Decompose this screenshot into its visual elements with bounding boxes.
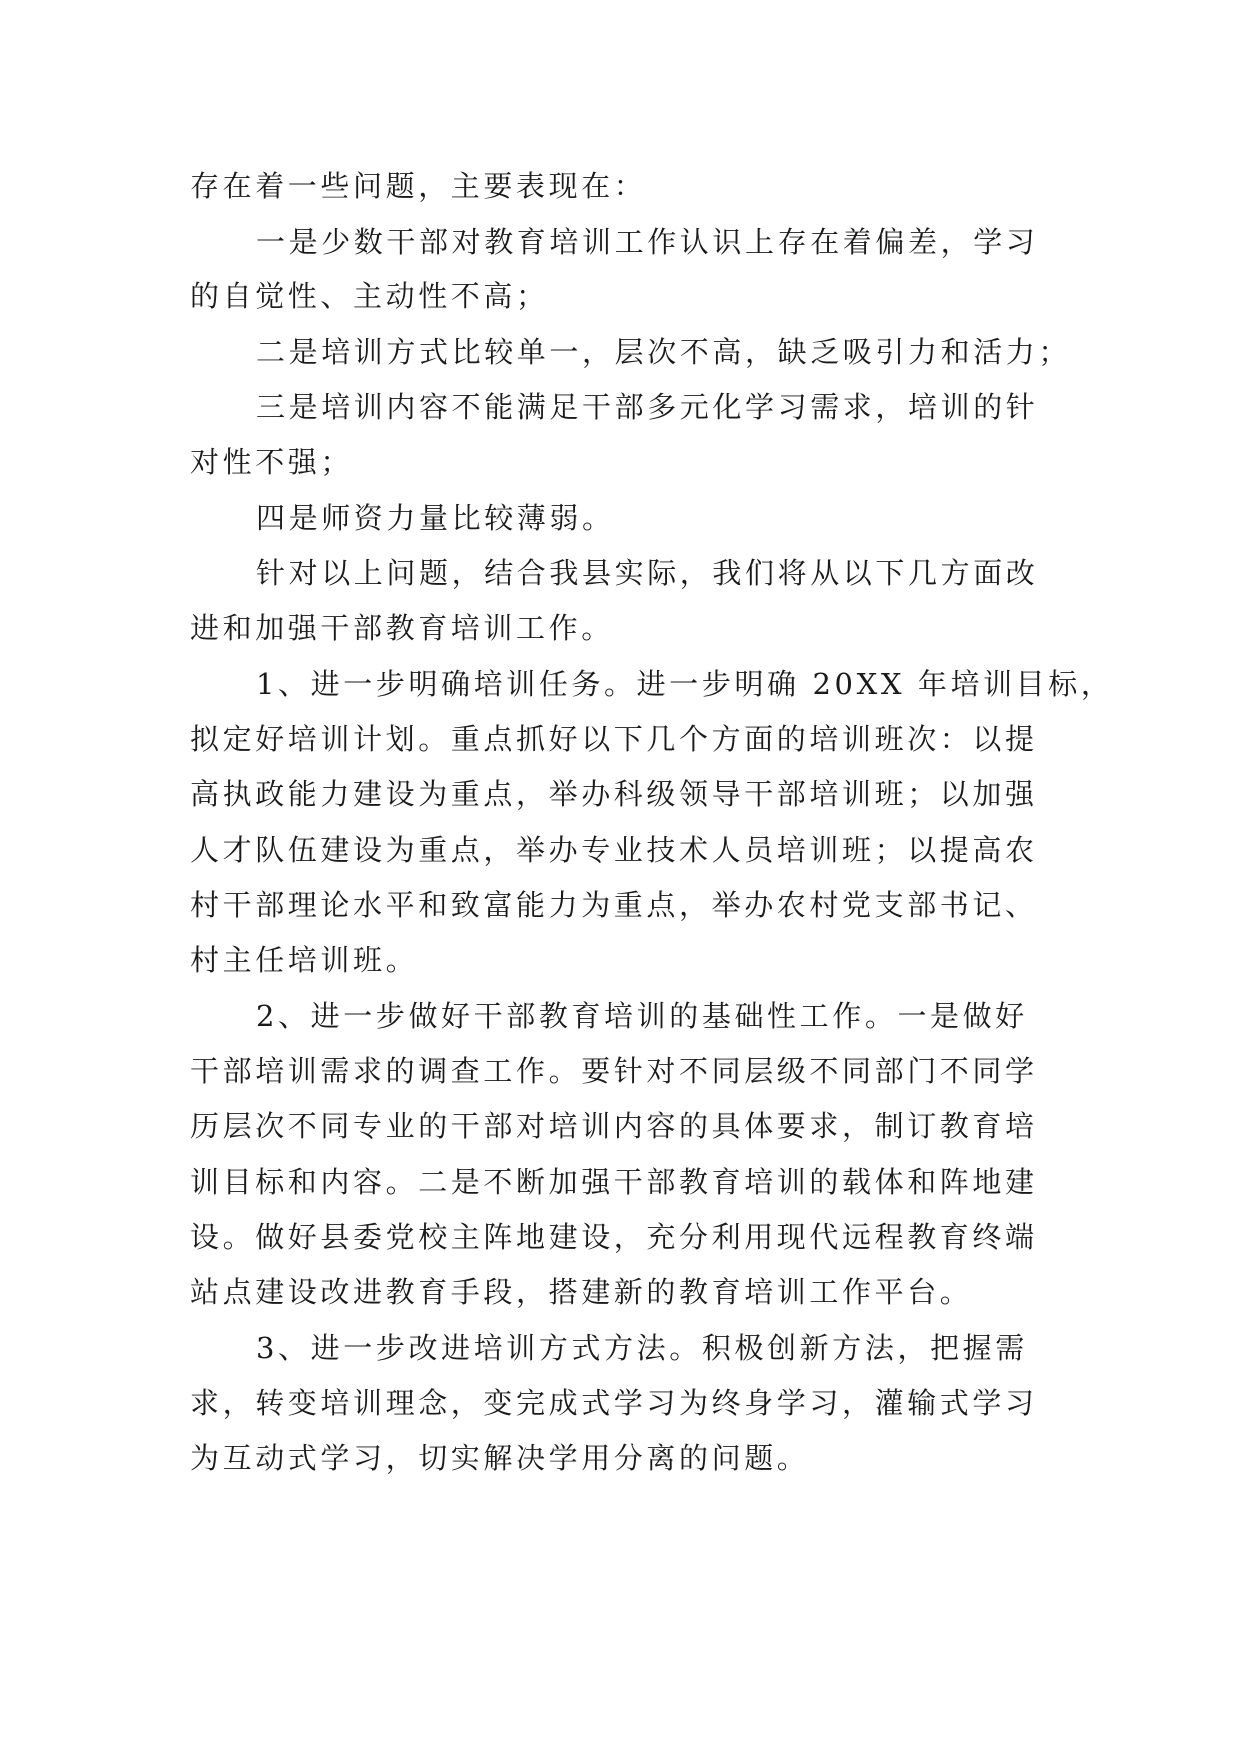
text-line-20: 设。做好县委党校主阵地建设，充分利用现代远程教育终端 [190, 1220, 1038, 1254]
text-line-17: 干部培训需求的调查工作。要针对不同层级不同部门不同学 [190, 1054, 1038, 1088]
text-line-22: 3、进一步改进培训方式方法。积极创新方法，把握需 [256, 1331, 1028, 1365]
text-line-13: 人才队伍建设为重点，举办专业技术人员培训班；以提高农 [190, 833, 1038, 867]
text-line-15: 村主任培训班。 [190, 943, 419, 977]
text-line-3: 的自觉性、主动性不高； [190, 279, 549, 313]
text-line-24: 为互动式学习，切实解决学用分离的问题。 [190, 1441, 810, 1475]
text-line-5: 三是培训内容不能满足干部多元化学习需求，培训的针 [256, 390, 1039, 424]
text-line-12: 高执政能力建设为重点，举办科级领导干部培训班；以加强 [190, 777, 1038, 811]
text-line-2: 一是少数干部对教育培训工作认识上存在着偏差，学习 [256, 225, 1039, 259]
text-line-14: 村干部理论水平和致富能力为重点，举办农村党支部书记、 [190, 888, 1038, 922]
text-line-11: 拟定好培训计划。重点抓好以下几个方面的培训班次：以提 [190, 722, 1038, 756]
text-line-10: 1、进一步明确培训任务。进一步明确 20XX 年培训目标， [256, 667, 1114, 701]
text-line-9: 进和加强干部教育培训工作。 [190, 611, 614, 645]
text-line-4: 二是培训方式比较单一，层次不高，缺乏吸引力和活力； [256, 335, 1072, 369]
text-line-7: 四是师资力量比较薄弱。 [256, 501, 615, 535]
text-line-8: 针对以上问题，结合我县实际，我们将从以下几方面改 [256, 556, 1039, 590]
text-line-16: 2、进一步做好干部教育培训的基础性工作。一是做好 [256, 999, 1028, 1033]
text-line-1: 存在着一些问题，主要表现在： [190, 169, 647, 203]
text-line-21: 站点建设改进教育手段，搭建新的教育培训工作平台。 [190, 1275, 973, 1309]
text-line-18: 历层次不同专业的干部对培训内容的具体要求，制订教育培 [190, 1109, 1038, 1143]
text-line-23: 求，转变培训理念，变完成式学习为终身学习，灌输式学习 [190, 1386, 1038, 1420]
text-line-19: 训目标和内容。二是不断加强干部教育培训的载体和阵地建 [190, 1165, 1038, 1199]
text-line-6: 对性不强； [190, 445, 354, 479]
